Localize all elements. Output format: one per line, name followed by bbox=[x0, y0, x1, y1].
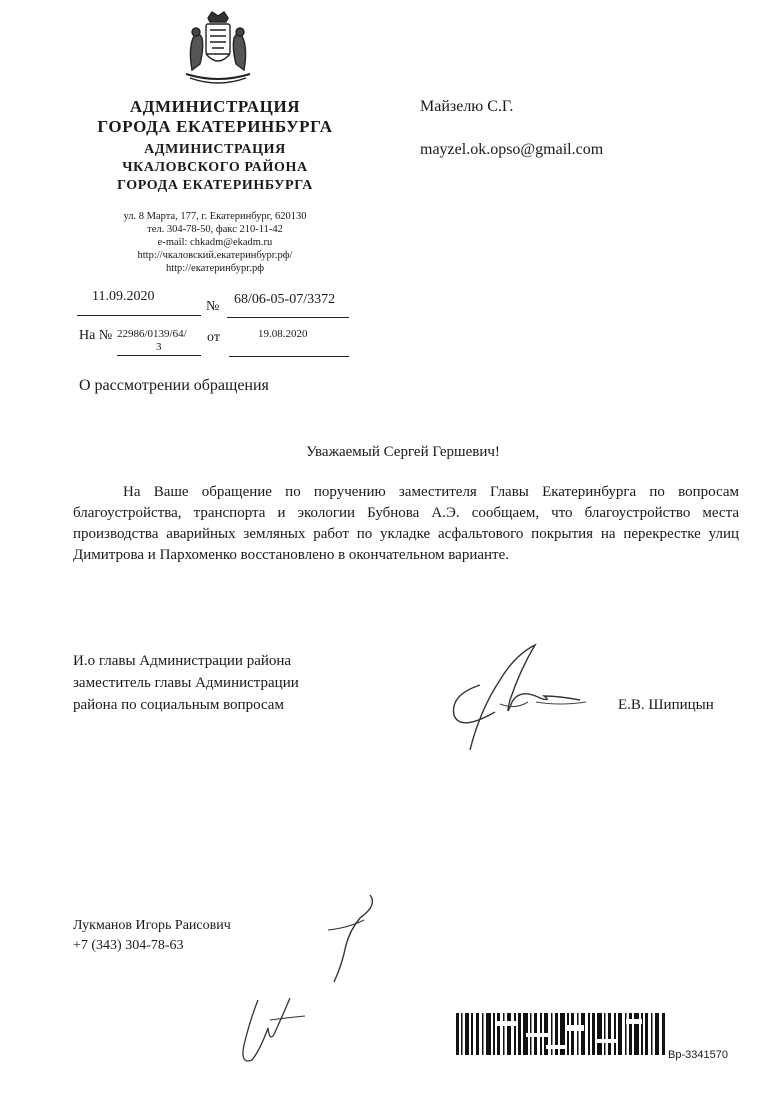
organization-name: АДМИНИСТРАЦИЯ ГОРОДА ЕКАТЕРИНБУРГА bbox=[97, 97, 333, 136]
reference-number: 22986/0139/64/ bbox=[117, 328, 187, 340]
document-barcode-icon bbox=[456, 1013, 666, 1055]
handwritten-signature-icon bbox=[440, 640, 590, 755]
address: ул. 8 Марта, 177, г. Екатеринбург, 620130 bbox=[123, 211, 307, 222]
signer-position: И.о главы Администрации района заместитель главы Администрации района по социальным вопросам bbox=[73, 653, 299, 713]
website: http://екатеринбург.рф bbox=[165, 263, 265, 274]
executor-name: Лукманов Игорь Раисович bbox=[73, 918, 231, 933]
sub-organization-name: АДМИНИСТРАЦИЯ ЧКАЛОВСКОГО РАЙОНА ГОРОДА ЕКАТЕРИНБУРГА bbox=[117, 142, 313, 193]
salutation: Уважаемый Сергей Гершевич! bbox=[306, 444, 500, 460]
signer-name: Е.В. Шипицын bbox=[618, 697, 714, 713]
recipient-name: Майзелю С.Г. bbox=[420, 98, 514, 115]
divider bbox=[117, 354, 201, 356]
number-label: № bbox=[206, 299, 220, 314]
divider bbox=[227, 316, 349, 318]
letter-subject: О рассмотрении обращения bbox=[79, 377, 269, 394]
city-coat-of-arms-icon bbox=[178, 8, 258, 90]
organization-contacts bbox=[70, 210, 360, 275]
barcode-number: Вр-3341570 bbox=[668, 1049, 728, 1061]
recipient-email: mayzel.ok.opso@gmail.com bbox=[420, 141, 604, 158]
divider bbox=[77, 314, 201, 316]
outgoing-number: 68/06-05-07/3372 bbox=[234, 292, 336, 307]
reference-label: На № bbox=[79, 328, 113, 343]
email: e-mail: chkadm@ekadm.ru bbox=[157, 237, 273, 248]
letter-body: На Ваше обращение по поручению заместителя Главы Екатеринбурга по вопросам благоустройства, транспорта и экологии Бубнова А.Э. сообщаем, что благоустройство места производства аварийных земляных работ по укладке асфальтового покрытия на перекрестке улиц Димитрова и Пархоменко восстановлено в окончательном варианте. bbox=[73, 484, 739, 563]
handwritten-initial-icon bbox=[320, 890, 380, 985]
reference-date: 19.08.2020 bbox=[258, 328, 308, 340]
executor-phone: +7 (343) 304-78-63 bbox=[73, 938, 184, 953]
phone-fax: тел. 304-78-50, факс 210-11-42 bbox=[147, 224, 283, 235]
executor-contact bbox=[73, 916, 231, 956]
outgoing-date: 11.09.2020 bbox=[92, 289, 155, 304]
handwritten-initial-icon bbox=[230, 990, 310, 1070]
website: http://чкаловский.екатеринбург.рф/ bbox=[137, 250, 293, 261]
divider bbox=[229, 355, 349, 357]
from-label: от bbox=[207, 330, 220, 345]
reference-number-cont: 3 bbox=[156, 341, 162, 353]
